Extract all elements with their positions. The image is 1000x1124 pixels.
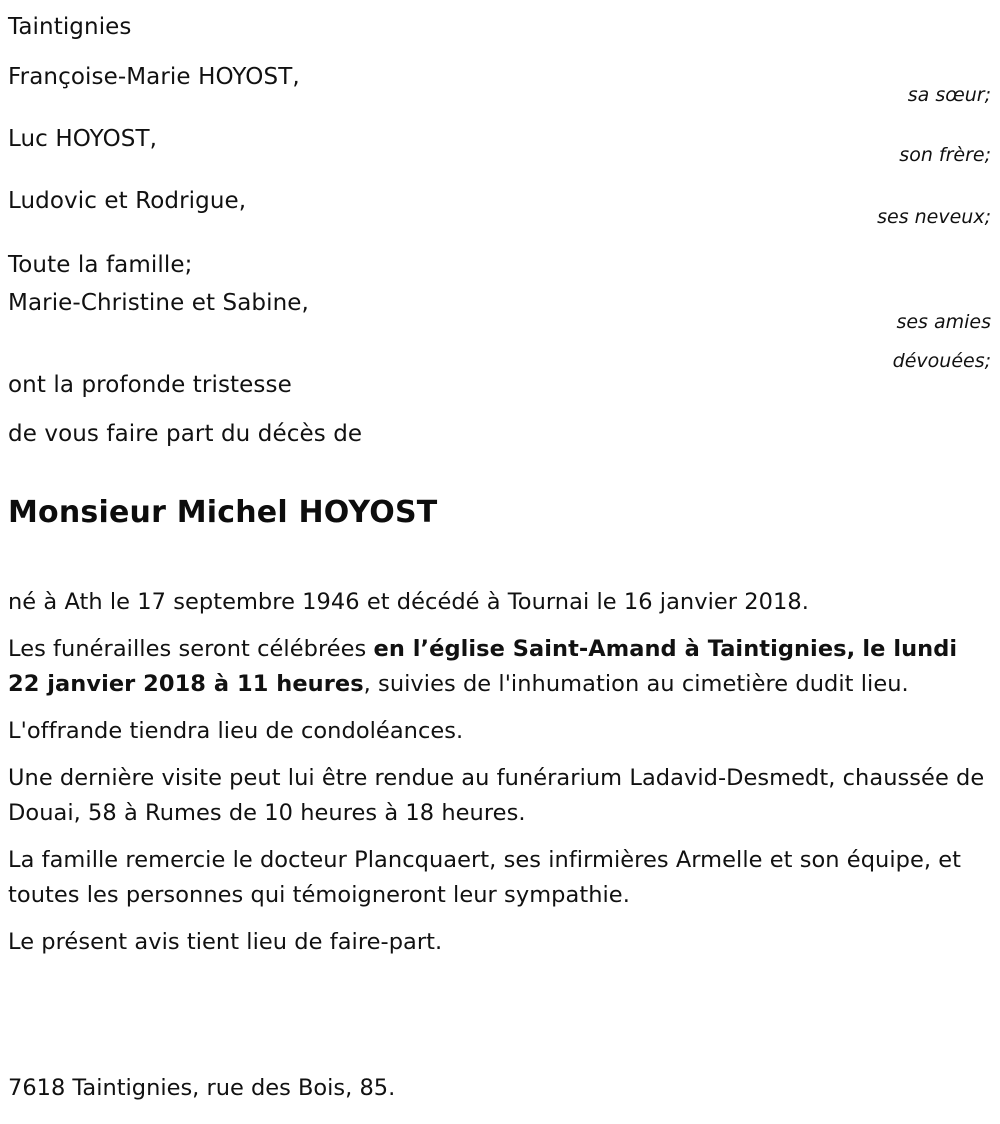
family-member-relation-3: ses neveux; <box>877 206 991 228</box>
announcement-block <box>0 0 1000 460</box>
family-member-name-5: Marie-Christine et Sabine, <box>8 290 309 316</box>
visit-paragraph: Une dernière visite peut lui être rendue au funérarium Ladavid-Desmedt, chaussée de Douai, 58 à Rumes de 10 heures à 18 heures. <box>8 765 985 826</box>
funeral-intro-text: Les funérailles seront célébrées <box>8 636 374 662</box>
offering-paragraph: L'offrande tiendra lieu de condoléances. <box>8 718 464 744</box>
family-member-relation-1: sa sœur; <box>907 84 991 106</box>
statement-line-1: ont la profonde tristesse <box>8 372 292 398</box>
statement-line-2: de vous faire part du décès de <box>8 421 363 447</box>
family-member-name-1: Françoise-Marie HOYOST, <box>8 64 300 90</box>
locality-line: Taintignies <box>8 14 132 40</box>
family-member-name-2: Luc HOYOST, <box>8 126 158 152</box>
life-dates-paragraph: né à Ath le 17 septembre 1946 et décédé à Tournai le 16 janvier 2018. <box>8 589 809 615</box>
family-member-name-4: Toute la famille; <box>8 252 193 278</box>
notice-paragraph: Le présent avis tient lieu de faire-part. <box>8 929 443 955</box>
deceased-name-heading: Monsieur Michel HOYOST <box>8 495 438 530</box>
funeral-paragraph <box>8 632 990 702</box>
funeral-after-text: , suivies de l'inhumation au cimetière dudit lieu. <box>363 671 909 697</box>
family-member-name-3: Ludovic et Rodrigue, <box>8 188 247 214</box>
notice-body <box>8 585 990 972</box>
thanks-paragraph: La famille remercie le docteur Plancquaert, ses infirmières Armelle et son équipe, et toutes les personnes qui témoigneront leur sympathie. <box>8 847 962 908</box>
family-member-relation-5-line-1: ses amies <box>896 311 991 333</box>
family-address: 7618 Taintignies, rue des Bois, 85. <box>8 1075 396 1101</box>
funeral-datetime-text: le lundi 22 janvier 2018 à 11 heures <box>8 636 958 697</box>
family-member-relation-2: son frère; <box>899 144 991 166</box>
family-member-relation-5-line-2: dévouées; <box>892 350 991 372</box>
funeral-church-text: en l’église Saint-Amand à Taintignies, <box>373 636 856 662</box>
